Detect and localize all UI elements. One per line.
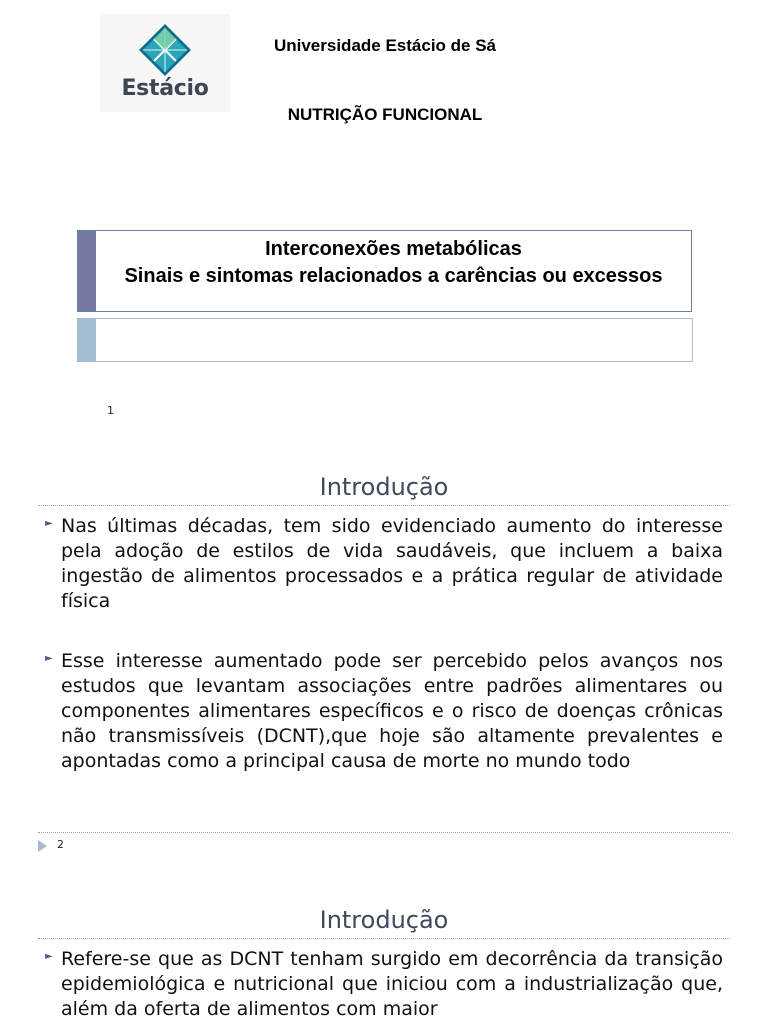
slide-title: [96, 236, 691, 290]
slide2-title: Introdução: [319, 473, 449, 501]
title-line-1: Interconexões metabólicas: [265, 238, 522, 260]
slide2-paragraph-1: Nas últimas décadas, tem sido evidenciado aumento do interesse pela adoção de estilos de vida saudáveis, que incluem a baixa ingestão de alimentos processados e a prática regular de atividade física: [61, 515, 723, 612]
slide2-footer-divider: [38, 832, 730, 833]
slide3-divider: [38, 938, 730, 939]
slide2-divider: [38, 505, 730, 506]
diamond-logo-icon: [139, 24, 191, 76]
slide3-title: Introdução: [319, 906, 449, 934]
slide2-paragraph-2: Esse interesse aumentado pode ser percebido pelos avanços nos estudos que levantam associações entre padrões alimentares ou componentes alimentares específicos e o risco de doenças crônicas não transmissíveis (DCNT),que hoje são altamente prevalentes e apontadas como a principal causa de morte no mundo todo: [61, 650, 723, 772]
page-number-2: 2: [57, 838, 64, 851]
title-line-2: Sinais e sintomas relacionados a carências ou excessos: [124, 265, 663, 287]
page-number-1: 1: [107, 404, 114, 417]
title-accent-bar: [78, 231, 96, 311]
triangle-bullet-icon: ►: [45, 653, 53, 664]
slide-title-box: [77, 230, 692, 312]
university-name: Universidade Estácio de Sá: [273, 36, 497, 55]
slide3-paragraph-1: Refere-se que as DCNT tenham surgido em decorrência da transição epidemiológica e nutricional que iniciou com a industrialização que, além da oferta de alimentos com maior: [61, 948, 723, 1020]
course-name: NUTRIÇÃO FUNCIONAL: [287, 105, 483, 124]
logo-wordmark: Estácio: [121, 76, 209, 101]
subtitle-box: [77, 318, 693, 362]
triangle-bullet-icon: ►: [45, 951, 53, 962]
triangle-arrow-icon: [38, 840, 47, 852]
subtitle-accent-bar: [78, 319, 96, 361]
triangle-bullet-icon: ►: [45, 518, 53, 529]
estacio-logo: [100, 14, 230, 112]
